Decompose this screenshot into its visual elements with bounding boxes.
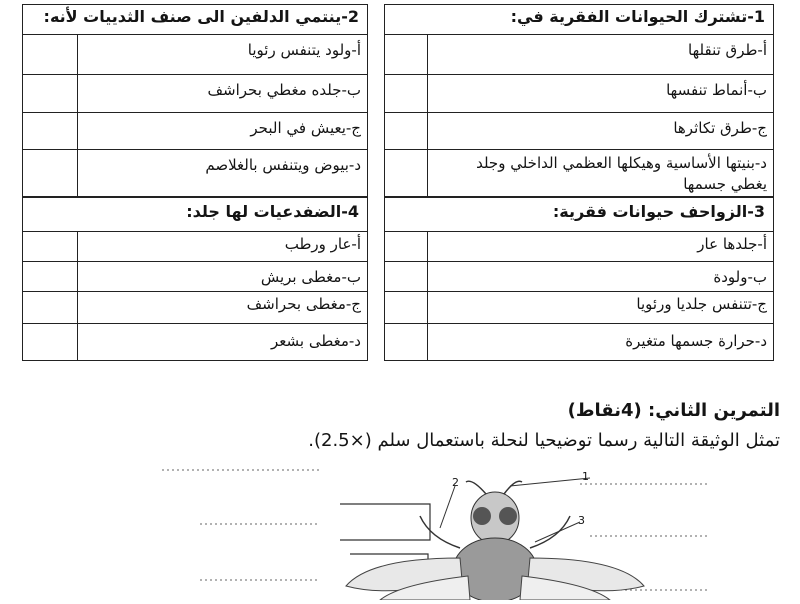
option-text: ب-جلده مغطي بحراشف xyxy=(207,81,361,99)
bee-diagram xyxy=(150,458,770,600)
option-text: ج-مغطى بحراشف xyxy=(246,295,361,313)
question-1-option[interactable] xyxy=(385,35,773,75)
label-2: 2 xyxy=(452,476,459,489)
option-text: أ-عار ورطب xyxy=(284,235,361,253)
option-text: ج-طرق تكاثرها xyxy=(673,119,767,137)
question-3-option[interactable] xyxy=(385,262,773,292)
option-text: د-بيوض ويتنفس بالغلاصم xyxy=(205,156,361,174)
question-1-option[interactable] xyxy=(385,75,773,113)
question-3-title: 3-الزواحف حيوانات فقرية: xyxy=(385,198,773,232)
question-1-option[interactable] xyxy=(385,113,773,150)
exercise-2-description: تمثل الوثيقة التالية رسما توضيحيا لنحلة باستعمال سلم (×2.5). xyxy=(308,430,780,451)
label-3: 3 xyxy=(578,514,585,527)
label-1: 1 xyxy=(582,470,589,483)
option-text: أ-ولود يتنفس رئويا xyxy=(247,41,361,59)
option-text: ج-تتنفس جلديا ورئويا xyxy=(636,295,767,313)
question-4-title: 4-الضفدعيات لها جلد: xyxy=(23,198,367,232)
option-text: ب-أنماط تنفسها xyxy=(666,81,767,99)
question-1-title: 1-تشترك الحيوانات الفقرية في: xyxy=(385,5,773,35)
question-2-table xyxy=(22,4,368,197)
question-4-option[interactable] xyxy=(23,292,367,324)
question-1-table xyxy=(384,4,774,197)
question-4-option[interactable] xyxy=(23,232,367,262)
bee-illustration xyxy=(150,458,770,600)
question-3-option[interactable] xyxy=(385,292,773,324)
option-text: ب-مغطى بريش xyxy=(260,268,361,286)
option-text: د-مغطى بشعر xyxy=(270,332,361,350)
option-text: ب-ولودة xyxy=(713,268,767,286)
question-2-option[interactable] xyxy=(23,150,367,198)
option-text: أ-طرق تنقلها xyxy=(688,41,767,59)
option-text: ج-يعيش في البحر xyxy=(250,119,361,137)
question-4-option[interactable] xyxy=(23,324,367,362)
question-3-option[interactable] xyxy=(385,232,773,262)
question-3-option[interactable] xyxy=(385,324,773,362)
option-text: د-بنيتها الأساسية وهيكلها العظمي الداخلي وجلد xyxy=(476,154,767,172)
question-2-title: 2-ينتمي الدلفين الى صنف الثدييات لأنه: xyxy=(23,5,367,35)
exercise-2-title: التمرين الثاني: (4نقاط) xyxy=(567,400,780,421)
question-4-table xyxy=(22,197,368,361)
question-2-option[interactable] xyxy=(23,113,367,150)
question-1-option[interactable] xyxy=(385,150,773,198)
question-2-option[interactable] xyxy=(23,35,367,75)
option-text: أ-جلدها عار xyxy=(697,235,767,253)
question-2-option[interactable] xyxy=(23,75,367,113)
option-text-continued: يغطي جسمها xyxy=(683,175,767,193)
question-3-table xyxy=(384,197,774,361)
option-text: د-حرارة جسمها متغيرة xyxy=(625,332,767,350)
question-4-option[interactable] xyxy=(23,262,367,292)
